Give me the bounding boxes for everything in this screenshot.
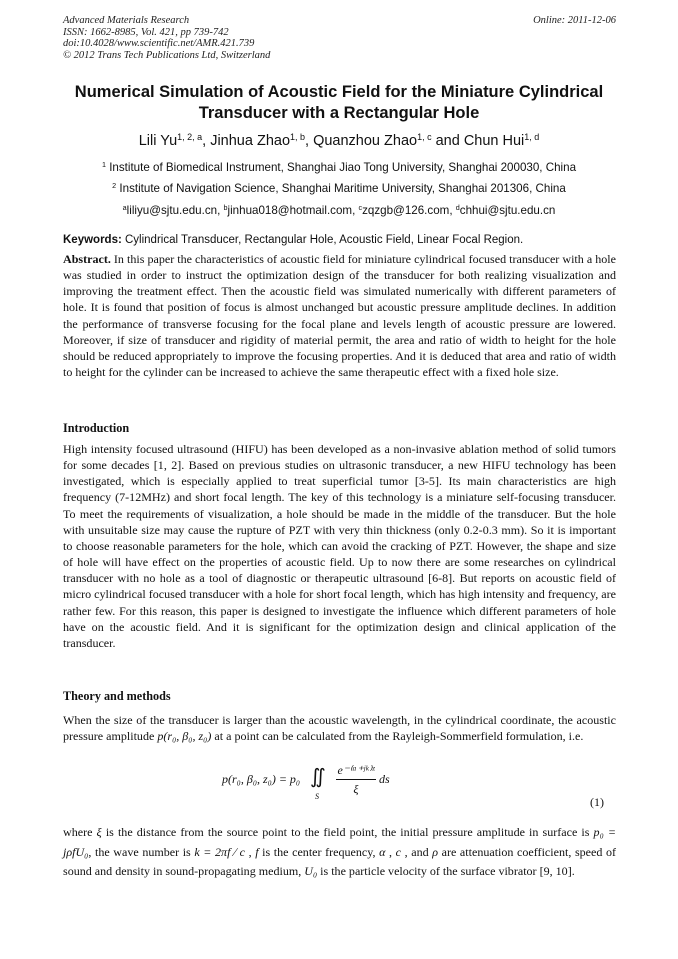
journal-name: Advanced Materials Research [63,15,190,26]
equation-1 [222,762,422,812]
integration-domain: S [315,792,319,801]
text-run: are attenuation coefficient, speed of sound and density in sound-propagating medium, [63,844,617,879]
email [123,204,224,217]
copyright-line: © 2012 Trans Tech Publications Ltd, Switzerland [63,49,271,61]
author [464,133,539,149]
author-sep: , [202,133,211,149]
affiliation-2 [40,181,638,196]
equation-number: (1) [590,795,604,809]
text-run: where [63,825,97,839]
inline-math: f [255,844,259,859]
inline-math: U₀ [304,864,318,879]
affiliation-number: 2 [112,181,117,191]
text-run: at a point can be calculated from the Rayleigh-Sommerfield formulation, i.e. [211,729,584,744]
text-run: When the size of the transducer is larger than the acoustic wavelength, in the cylindrical coordinate, the acoustic pressure amplitude [63,713,616,744]
fraction-numerator: e⁻⁽ᵅ⁺ʲᵏ⁾ᶻ [337,763,375,777]
author-sep: and [431,133,464,149]
paper-title [40,82,638,124]
affiliation-number: 1 [101,160,106,170]
author-name: Chun Hui [463,133,525,149]
email [359,204,456,217]
journal-header [63,15,616,61]
author [210,133,313,149]
email-list [40,203,638,218]
equation-differential: ds [379,772,390,786]
email-sup: b [223,203,228,213]
inline-math: p₀ = jρfU₀ [63,825,616,859]
inline-math: α [379,844,386,859]
email-address: liliyu@sjtu.edu.cn [126,204,218,217]
affiliation-text: Institute of Biomedical Instrument, Shanghai Jiao Tong University, Shanghai 200030, China [109,161,577,174]
equation-fraction [336,762,376,797]
email [456,204,556,217]
text-run: , [244,844,256,859]
theory-paragraph-2 [63,823,616,882]
section-heading-theory: Theory and methods [63,689,171,703]
author-name: Lili Yu [138,133,178,149]
inline-math: k = 2πf ∕ c [194,844,245,859]
author [313,133,464,149]
email-address: chhui@sjtu.edu.cn [459,204,556,217]
inline-math: ξ [96,825,102,839]
author-list [40,132,638,150]
section-heading-introduction: Introduction [63,421,130,435]
title-line-1: Numerical Simulation of Acoustic Field for the Miniature Cylindrical [74,83,604,101]
text-run: is the particle velocity of the surface vibrator [9, 10]. [317,864,575,879]
text-run: is the center frequency, [258,844,380,859]
inline-math: p(r₀, β₀, z₀) [157,729,212,744]
author-sup: 1, 2, a [177,132,203,143]
text-run: , and [401,844,433,859]
issn-line: ISSN: 1662-8985, Vol. 421, pp 739-742 [63,26,229,38]
title-line-2: Transducer with a Rectangular Hole [198,104,480,122]
abstract-text: In this paper the characteristics of acoustic field for miniature cylindrical focused transducer with a hole was studied in order to instruct the optimization design of the transducer for both realizing visualization and improving the treatment effect. Then the acoustic field was simulated numerically with different parameters of hole. It is found that position of focus is almost unchanged but acoustic pressure amplitude declines. In addition the performance of transverse focusing for the focal plane and levels length of acoustic pressure are lowered. Moreover, if size of transducer and rigidity of material permit, the area and ratio of width to height for the hole should be reduced appropriately to improve the focusing properties. And it is deduced that area and ratio of width to height for the cylinder can be increased to achieve the same therapeutic effect with a fixed hole size. [63,252,616,380]
affiliation-1 [40,160,638,175]
inline-math: c [395,844,402,859]
affiliation-text: Institute of Navigation Science, Shanghai Maritime University, Shanghai 201306, China [119,182,566,195]
author-sep: , [305,133,314,149]
keywords [63,233,616,248]
email-sep: , [217,204,224,217]
author [139,133,210,149]
text-run: , [385,844,396,859]
keywords-text: Cylindrical Transducer, Rectangular Hole, Acoustic Field, Linear Focal Region. [121,234,524,246]
equation-lhs: p(r₀, β₀, z₀) = p₀ [222,772,301,786]
author-name: Quanzhou Zhao [313,133,418,149]
author-sup: 1, d [524,132,540,143]
online-date: Online: 2011-12-06 [533,15,616,26]
email-address: zqzgb@126.com [362,204,450,217]
introduction-paragraph: High intensity focused ultrasound (HIFU) has been developed as a non-invasive ablation method of solid tumors for some decades [1, 2]. Based on previous studies on ultrasonic transducer, a new HIFU technology has been investigated, which is especially applied to treat superficial tumor [3-5]. Its main characteristics are high frequency (7-12MHz) and short focal length. The key of this technology is a miniature self-focusing transducer. To meet the requirements of visualization, a hole should be made in the middle of the transducer. But the hole with unsuitable size may cause the rupture of PZT with very thin thickness (only 0.2-0.3 mm). So it is important to choose reasonable parameters for the hole, which can avoid the cracking of PZT. However, the shape and size of hole will have effect on the properties of acoustic field. Up to now there are some researches on cylindrical transducer with no hole as a tool of diagnostic or therapeutic ultrasound [6-8]. But reports on acoustic field of micro cylindrical focused transducer with a hole for short focal length, which has high intensity and frequency, are rather few. For this reason, this paper is designed to investigate the influence which different parameters of hole have on the acoustic field. And it is significant for the optimization design and clinical application of the transducer. [63,442,616,650]
author-name: Jinhua Zhao [210,133,291,149]
double-integral-symbol: ∬ [310,766,326,788]
theory-paragraph-1 [63,712,616,744]
email-sup: c [358,203,363,213]
author-sup: 1, c [417,132,432,143]
email-sep: , [449,204,456,217]
doi-line: doi:10.4028/www.scientific.net/AMR.421.739 [63,38,255,49]
email-address: jinhua018@hotmail.com [227,204,353,217]
fraction-denominator: ξ [353,782,359,796]
email-sup: a [122,203,127,213]
author-sup: 1, b [290,132,306,143]
text-run: is the distance from the source point to the field point, the initial pressure amplitude in surface is [101,825,594,839]
email-sup: d [455,203,460,213]
abstract [63,251,616,380]
text-run: , the wave number is [88,844,195,859]
inline-math: ρ [432,844,439,859]
fraction-bar [336,779,376,780]
email-sep: , [352,204,359,217]
email [224,204,359,217]
abstract-label: Abstract. [63,252,111,266]
keywords-label: Keywords: [63,234,122,246]
